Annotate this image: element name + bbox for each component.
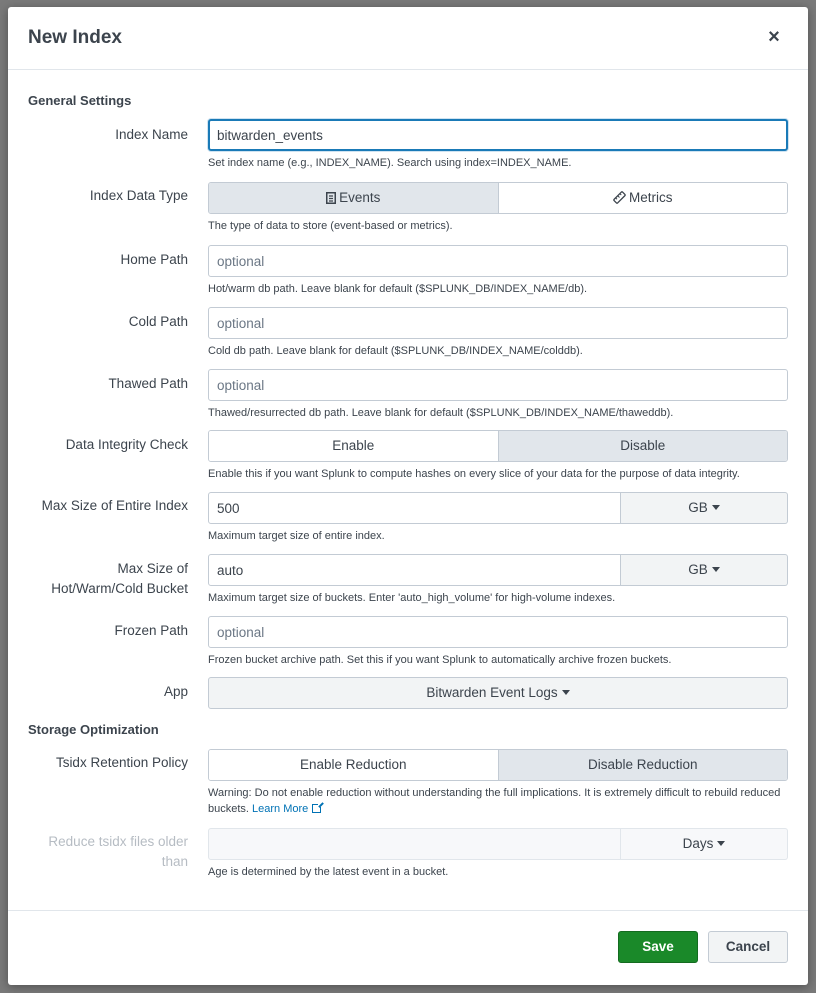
ruler-icon xyxy=(613,185,626,214)
max-bucket-size-label-line1: Max Size of xyxy=(117,561,188,576)
learn-more-label: Learn More xyxy=(252,803,309,815)
tsidx-policy-toggle xyxy=(208,749,788,781)
data-type-events-option[interactable] xyxy=(209,183,498,213)
thawed-path-input[interactable] xyxy=(208,369,788,401)
events-option-label: Events xyxy=(339,190,381,205)
reduce-tsidx-help: Age is determined by the latest event in a bucket. xyxy=(208,866,449,878)
index-name-input[interactable] xyxy=(208,119,788,151)
reduce-tsidx-label-line2: than xyxy=(161,854,188,869)
data-integrity-label: Data Integrity Check xyxy=(65,437,188,452)
max-bucket-size-unit-select[interactable] xyxy=(621,554,788,586)
reduce-tsidx-combo xyxy=(208,828,788,860)
tsidx-policy-help xyxy=(208,785,788,817)
thawed-path-help: Thawed/resurrected db path. Leave blank for default ($SPLUNK_DB/INDEX_NAME/thaweddb). xyxy=(208,407,674,419)
max-index-size-combo xyxy=(208,492,788,524)
caret-down-icon xyxy=(712,505,720,510)
dialog-header xyxy=(8,7,808,70)
document-icon xyxy=(326,185,336,214)
new-index-dialog xyxy=(8,7,808,985)
max-bucket-size-unit-label: GB xyxy=(688,562,708,577)
save-button[interactable]: Save xyxy=(618,931,698,963)
tsidx-policy-label: Tsidx Retention Policy xyxy=(55,755,188,770)
cancel-button[interactable]: Cancel xyxy=(708,931,788,963)
frozen-path-label: Frozen Path xyxy=(114,623,188,638)
caret-down-icon xyxy=(562,690,570,695)
caret-down-icon xyxy=(717,841,725,846)
section-storage-optimization: Storage Optimization xyxy=(28,722,159,737)
max-index-size-help: Maximum target size of entire index. xyxy=(208,530,385,542)
max-bucket-size-help: Maximum target size of buckets. Enter 'auto_high_volume' for high-volume indexes. xyxy=(208,592,616,604)
index-name-help: Set index name (e.g., INDEX_NAME). Search using index=INDEX_NAME. xyxy=(208,157,572,169)
reduce-tsidx-label xyxy=(8,832,188,872)
max-index-size-input[interactable] xyxy=(208,492,621,524)
thawed-path-label: Thawed Path xyxy=(108,376,188,391)
dialog-footer xyxy=(8,910,808,985)
cold-path-help: Cold db path. Leave blank for default ($SPLUNK_DB/INDEX_NAME/colddb). xyxy=(208,345,583,357)
cold-path-label: Cold Path xyxy=(128,314,188,329)
max-index-size-unit-select[interactable] xyxy=(621,492,788,524)
dialog-title: New Index xyxy=(28,27,122,48)
app-select[interactable] xyxy=(208,677,788,709)
max-index-size-label: Max Size of Entire Index xyxy=(41,498,188,513)
learn-more-link[interactable] xyxy=(252,803,321,815)
max-bucket-size-label-line2: Hot/Warm/Cold Bucket xyxy=(51,581,188,596)
index-data-type-label: Index Data Type xyxy=(89,188,188,203)
index-data-type-toggle xyxy=(208,182,788,214)
integrity-enable-option[interactable]: Enable xyxy=(209,431,498,461)
tsidx-warning-text: Warning: Do not enable reduction without understanding the full implications. It is extremely difficult to rebuild reduced buckets. xyxy=(208,787,781,815)
close-icon[interactable]: × xyxy=(768,26,780,48)
metrics-option-label: Metrics xyxy=(629,190,673,205)
data-type-metrics-option[interactable] xyxy=(498,183,788,213)
reduce-tsidx-label-line1: Reduce tsidx files older xyxy=(48,834,188,849)
reduce-tsidx-unit-select xyxy=(621,828,788,860)
home-path-label: Home Path xyxy=(120,252,188,267)
index-data-type-help: The type of data to store (event-based or metrics). xyxy=(208,220,453,232)
max-index-size-unit-label: GB xyxy=(688,500,708,515)
max-bucket-size-combo xyxy=(208,554,788,586)
external-link-icon xyxy=(312,804,321,813)
frozen-path-input[interactable] xyxy=(208,616,788,648)
app-label: App xyxy=(163,684,188,699)
reduce-tsidx-unit-label: Days xyxy=(682,836,714,851)
enable-reduction-option[interactable]: Enable Reduction xyxy=(209,750,498,780)
caret-down-icon xyxy=(712,567,720,572)
disable-reduction-option[interactable]: Disable Reduction xyxy=(498,750,788,780)
home-path-input[interactable] xyxy=(208,245,788,277)
frozen-path-help: Frozen bucket archive path. Set this if you want Splunk to automatically archive frozen buckets. xyxy=(208,654,672,666)
max-bucket-size-label xyxy=(8,559,188,599)
cold-path-input[interactable] xyxy=(208,307,788,339)
reduce-tsidx-input xyxy=(208,828,621,860)
home-path-help: Hot/warm db path. Leave blank for default ($SPLUNK_DB/INDEX_NAME/db). xyxy=(208,283,588,295)
data-integrity-toggle xyxy=(208,430,788,462)
integrity-disable-option[interactable]: Disable xyxy=(498,431,788,461)
app-select-value: Bitwarden Event Logs xyxy=(426,685,558,700)
index-name-label: Index Name xyxy=(115,127,188,142)
max-bucket-size-input[interactable] xyxy=(208,554,621,586)
data-integrity-help: Enable this if you want Splunk to compute hashes on every slice of your data for the purpose of data integrity. xyxy=(208,468,740,480)
section-general-settings: General Settings xyxy=(28,93,132,108)
